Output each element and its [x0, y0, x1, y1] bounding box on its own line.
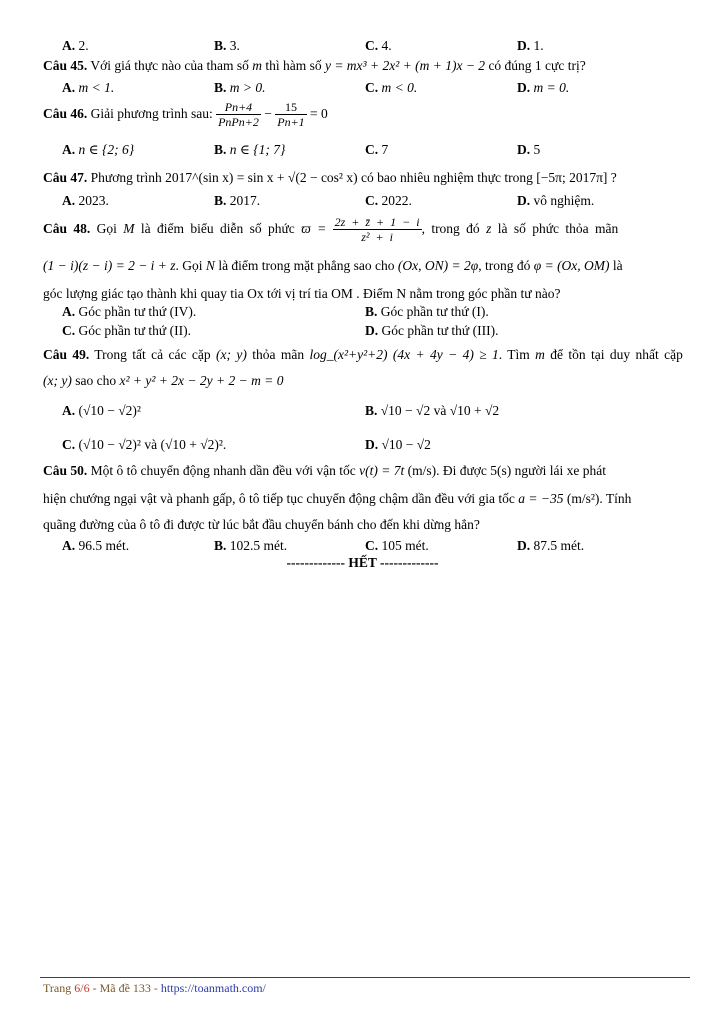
q46-option-d: D. 5 [517, 142, 541, 157]
q46-option-b: B. n ∈ {1; 7} [214, 142, 286, 157]
q47-option-c: C. 2022. [365, 193, 412, 208]
q46-option-a: A. n ∈ {2; 6} [62, 142, 135, 157]
q49-option-c: C. (√10 − √2)² và (√10 + √2)². [62, 437, 227, 452]
q44-option-a: A. 2. [62, 38, 89, 53]
footer-divider [40, 977, 690, 978]
q48-omega-fraction: $\frac{2z + z̄ + 1 - i}{\text{z² + i}}$ [334, 215, 420, 245]
q50-option-b: B. 102.5 mét. [214, 538, 288, 553]
q45-option-a: A. m < 1. [62, 80, 115, 95]
q50-question-line1: Câu 50. Một ô tô chuyển động nhanh dần đều với vận tốc v(t) = 7t (m/s). Đi được 5(s) người lái xe phát [43, 463, 606, 478]
q46-fraction-1: Pn+4 PnPn+2 [218, 100, 259, 130]
q45-question: Câu 45. Với giá thực nào của tham số m thì hàm số y = mx³ + 2x² + (m + 1)x − 2 có đúng 1 cực trị? [43, 58, 586, 73]
q50-question-line2: hiện chướng ngại vật và phanh gấp, ô tô tiếp tục chuyển động chậm dần đều với gia tốc a = −35 (m/s²). Tính [43, 491, 632, 506]
q49-question-line2: (x; y) sao cho x² + y² + 2x − 2y + 2 − m = 0 [43, 373, 284, 388]
end-marker: ------------- HẾT ------------- [286, 555, 439, 570]
q47-option-a: A. 2023. [62, 193, 109, 208]
q48-option-b: B. Góc phần tư thứ (I). [365, 304, 489, 319]
q48-option-c: C. Góc phần tư thứ (II). [62, 323, 191, 338]
exam-code: 133 [132, 981, 151, 995]
q48-question-line3: góc lượng giác tạo thành khi quay tia Ox tới vị trí tia OM . Điểm N nằm trong góc phần tư nào? [43, 286, 561, 301]
q45-option-b: B. m > 0. [214, 80, 266, 95]
q44-option-d: D. 1. [517, 38, 544, 53]
q50-option-a: A. 96.5 mét. [62, 538, 130, 553]
q50-option-c: C. 105 mét. [365, 538, 429, 553]
q46-question: Câu 46. Giải phương trình sau: Pn+4 PnPn+2 − $\frac{15}{Pn+1}$ = 0 [43, 100, 328, 130]
q50-question-line3: quãng đường của ô tô đi được từ lúc bắt đầu chuyển bánh cho đến khi dừng hẳn? [43, 517, 480, 532]
q46-fraction-2: $\frac{15}{Pn+1}$ [277, 100, 305, 130]
q47-question: Câu 47. Phương trình 2017^(sin x) = sin x + √(2 − cos² x) có bao nhiêu nghiệm thực trong [−5π; 2017π] ? [43, 170, 617, 185]
q45-option-c: C. m < 0. [365, 80, 418, 95]
q49-option-d: D. √10 − √2 [365, 437, 431, 452]
q48-question-line2: (1 − i)(z − i) = 2 − i + z. Gọi N là điểm trong mặt phẳng sao cho (Ox, ON) = 2φ, trong đó φ = (Ox, OM) là [43, 258, 623, 273]
footer-link[interactable]: https://toanmath.com/ [160, 981, 266, 995]
q48-option-d: D. Góc phần tư thứ (III). [365, 323, 499, 338]
q44-option-c: C. 4. [365, 38, 392, 53]
q49-option-a: A. (√10 − √2)² [62, 403, 141, 418]
q47-option-b: B. 2017. [214, 193, 261, 208]
q50-option-d: D. 87.5 mét. [517, 538, 585, 553]
q44-option-b: B. 3. [214, 38, 240, 53]
q48-option-a: A. Góc phần tư thứ (IV). [62, 304, 197, 319]
q49-option-b: B. √10 − √2 và √10 + √2 [365, 403, 500, 418]
q45-option-d: D. m = 0. [517, 80, 570, 95]
page-footer: Trang 6/6 - Mã đề 133 - https://toanmath.com/ [43, 981, 266, 995]
page-number: 6/6 [74, 981, 90, 995]
q48-question-line1: Câu 48. Gọi M là điểm biểu diễn số phức ϖ = $\frac{2z + z̄ + 1 - i}{\text{z² + i}}$ , trong đó z là số phức thỏa mãn [43, 215, 619, 245]
q47-option-d: D. vô nghiệm. [517, 193, 595, 208]
q49-question-line1: Câu 49. Trong tất cả các cặp (x; y) thỏa mãn log_(x²+y²+2) (4x + 4y − 4) ≥ 1. Tìm m để tồn tại duy nhất cặp [43, 347, 683, 362]
q46-option-c: C. 7 [365, 142, 389, 157]
